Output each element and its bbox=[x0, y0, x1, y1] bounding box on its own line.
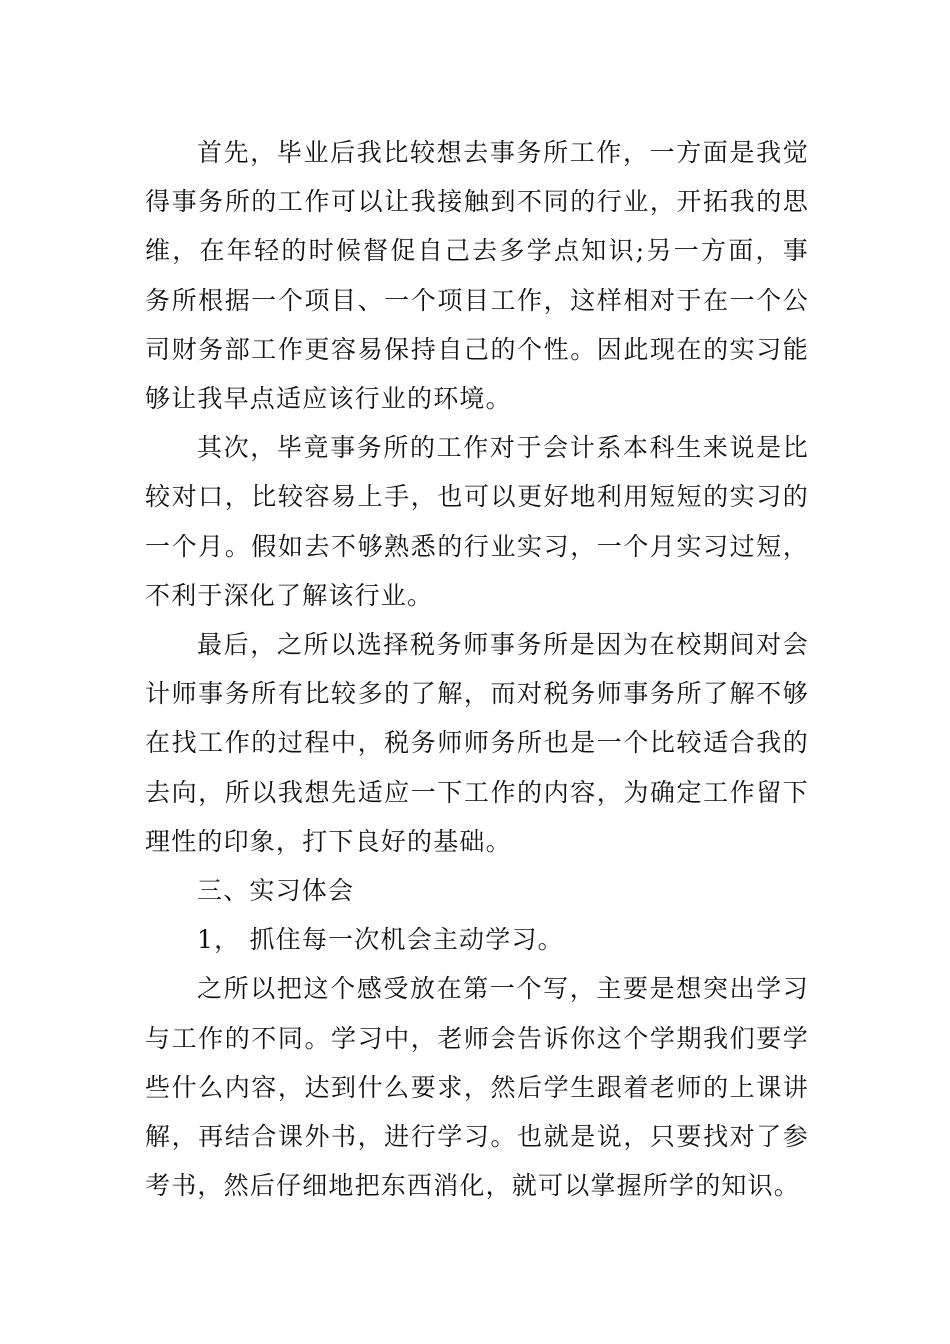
paragraph-study-vs-work: 之所以把这个感受放在第一个写，主要是想突出学习与工作的不同。学习中，老师会告诉你这个学期我们要学些什么内容，达到什么要求，然后学生跟着老师的上课讲解，再结合课外书，进行学习。也就是说，只要找对了参考书，然后仔细地把东西消化，就可以掌握所学的知识。 bbox=[145, 974, 809, 1201]
section-heading-internship-experience: 三、实习体会 bbox=[197, 876, 355, 906]
paragraph-career-preference: 首先，毕业后我比较想去事务所工作，一方面是我觉得事务所的工作可以让我接触到不同的行业，开拓我的思维，在年轻的时候督促自己去多学点知识;另一方面，事务所根据一个项目、一个项目工作，这样相对于在一个公司财务部工作更容易保持自己的个性。因此现在的实习能够让我早点适应该行业的环境。 bbox=[145, 138, 809, 414]
document-body bbox=[145, 128, 809, 1210]
paragraph-firm-choice: 最后，之所以选择税务师事务所是因为在校期间对会计师事务所有比较多的了解，而对税务师事务所了解不够在找工作的过程中，税务师师务所也是一个比较适合我的去向，所以我想先适应一下工作的内容，为确定工作留下理性的印象，打下良好的基础。 bbox=[145, 630, 809, 856]
subheading-active-learning: 1， 抓住每一次机会主动学习。 bbox=[197, 925, 564, 955]
paragraph-major-fit: 其次，毕竟事务所的工作对于会计系本科生来说是比较对口，比较容易上手，也可以更好地利用短短的实习的一个月。假如去不够熟悉的行业实习，一个月实习过短，不利于深化了解该行业。 bbox=[145, 433, 809, 610]
